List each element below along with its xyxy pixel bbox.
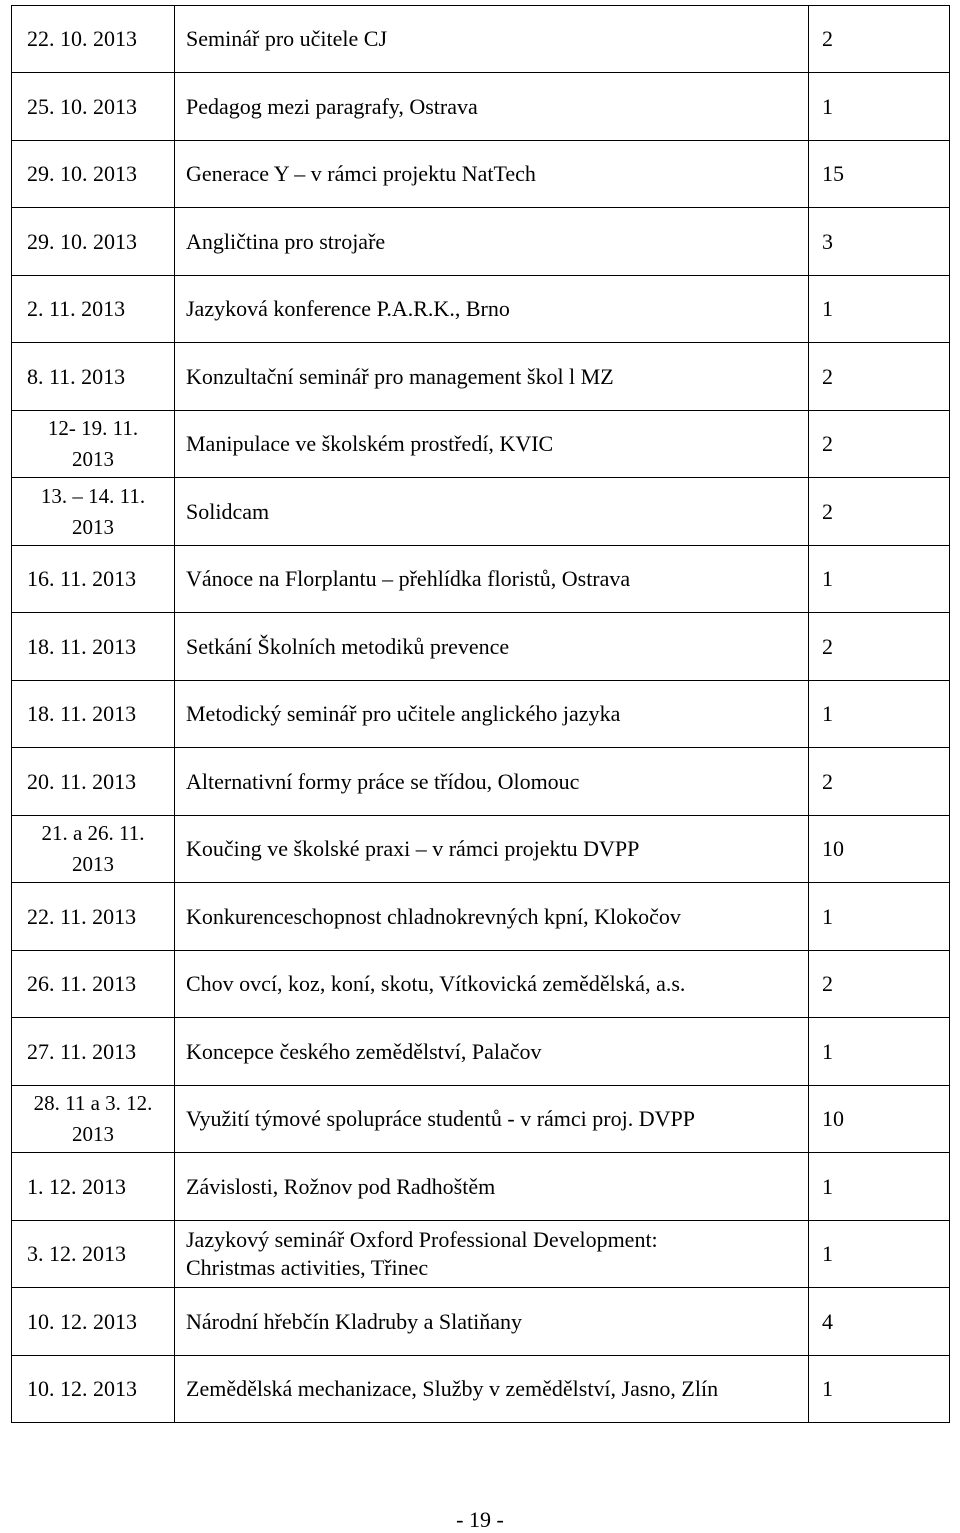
event-title-cell: Zemědělská mechanizace, Služby v zemědělství, Jasno, Zlín <box>175 1356 809 1423</box>
date-cell: 18. 11. 2013 <box>12 613 175 681</box>
event-title-line: Jazykový seminář Oxford Professional Development: <box>186 1227 658 1252</box>
date-range: 13. – 14. 11. <box>40 483 146 508</box>
table-row <box>12 411 950 478</box>
table-row <box>12 613 950 681</box>
date-cell: 22. 11. 2013 <box>12 883 175 951</box>
date-cell: 2. 11. 2013 <box>12 276 175 343</box>
table-row <box>12 816 950 883</box>
date-cell: 1. 12. 2013 <box>12 1153 175 1221</box>
date-cell: 8. 11. 2013 <box>12 343 175 411</box>
table-row <box>12 1018 950 1086</box>
participant-count-cell: 10 <box>809 816 950 883</box>
table-row <box>12 748 950 816</box>
date-range: 28. 11 a 3. 12. <box>33 1091 153 1115</box>
participant-count-cell: 1 <box>809 1018 950 1086</box>
event-title-cell: Solidcam <box>175 478 809 546</box>
date-year: 2013 <box>72 852 114 876</box>
participant-count-cell: 2 <box>809 613 950 681</box>
table-row <box>12 1153 950 1221</box>
date-range: 12- 19. 11. <box>47 416 139 440</box>
table-row <box>12 141 950 208</box>
table-row <box>12 883 950 951</box>
participant-count-cell: 1 <box>809 1153 950 1221</box>
table-row <box>12 73 950 141</box>
participant-count-cell: 1 <box>809 73 950 141</box>
event-title-cell: Jazyková konference P.A.R.K., Brno <box>175 276 809 343</box>
date-cell: 29. 10. 2013 <box>12 208 175 276</box>
table-row <box>12 208 950 276</box>
participant-count-cell: 10 <box>809 1086 950 1153</box>
table-row <box>12 1356 950 1423</box>
participant-count-cell: 1 <box>809 546 950 613</box>
date-cell: 26. 11. 2013 <box>12 951 175 1018</box>
date-cell <box>12 816 175 883</box>
event-title-cell: Angličtina pro strojaře <box>175 208 809 276</box>
table-row <box>12 343 950 411</box>
participant-count-cell: 15 <box>809 141 950 208</box>
event-title-cell: Národní hřebčín Kladruby a Slatiňany <box>175 1288 809 1356</box>
page-number: - 19 - <box>456 1507 504 1532</box>
event-title-line: Christmas activities, Třinec <box>186 1255 429 1280</box>
date-cell: 20. 11. 2013 <box>12 748 175 816</box>
event-title-cell: Vánoce na Florplantu – přehlídka floristů, Ostrava <box>175 546 809 613</box>
date-cell <box>12 478 175 546</box>
event-title-cell: Seminář pro učitele CJ <box>175 6 809 73</box>
event-title-cell: Chov ovcí, koz, koní, skotu, Vítkovická zemědělská, a.s. <box>175 951 809 1018</box>
event-title-cell: Pedagog mezi paragrafy, Ostrava <box>175 73 809 141</box>
date-cell: 27. 11. 2013 <box>12 1018 175 1086</box>
table-row <box>12 478 950 546</box>
date-year: 2013 <box>72 514 114 539</box>
date-year: 2013 <box>72 447 114 471</box>
event-title-cell: Koučing ve školské praxi – v rámci projektu DVPP <box>175 816 809 883</box>
table-row <box>12 681 950 748</box>
participant-count-cell: 2 <box>809 951 950 1018</box>
table-row <box>12 276 950 343</box>
date-cell: 18. 11. 2013 <box>12 681 175 748</box>
date-cell: 3. 12. 2013 <box>12 1221 175 1288</box>
event-title-cell: Využití týmové spolupráce studentů - v rámci proj. DVPP <box>175 1086 809 1153</box>
event-title-cell <box>175 1221 809 1288</box>
table-row <box>12 546 950 613</box>
event-title-cell: Manipulace ve školském prostředí, KVIC <box>175 411 809 478</box>
event-title-cell: Metodický seminář pro učitele anglického jazyka <box>175 681 809 748</box>
participant-count-cell: 1 <box>809 681 950 748</box>
date-cell: 29. 10. 2013 <box>12 141 175 208</box>
table-row <box>12 1288 950 1356</box>
event-title-cell: Konkurenceschopnost chladnokrevných kpní, Klokočov <box>175 883 809 951</box>
participant-count-cell: 1 <box>809 276 950 343</box>
table-row <box>12 951 950 1018</box>
participant-count-cell: 3 <box>809 208 950 276</box>
event-title-cell: Alternativní formy práce se třídou, Olomouc <box>175 748 809 816</box>
table-row <box>12 6 950 73</box>
event-title-cell: Konzultační seminář pro management škol l MZ <box>175 343 809 411</box>
date-cell: 25. 10. 2013 <box>12 73 175 141</box>
date-cell: 22. 10. 2013 <box>12 6 175 73</box>
date-year: 2013 <box>72 1122 114 1146</box>
event-title-cell: Setkání Školních metodiků prevence <box>175 613 809 681</box>
date-cell: 10. 12. 2013 <box>12 1288 175 1356</box>
date-range: 21. a 26. 11. <box>41 821 145 845</box>
participant-count-cell: 2 <box>809 6 950 73</box>
date-cell <box>12 1086 175 1153</box>
events-table-body <box>12 6 950 1423</box>
participant-count-cell: 2 <box>809 343 950 411</box>
table-row <box>12 1086 950 1153</box>
event-title-cell: Generace Y – v rámci projektu NatTech <box>175 141 809 208</box>
participant-count-cell: 2 <box>809 411 950 478</box>
date-cell <box>12 411 175 478</box>
events-table <box>11 5 950 1423</box>
participant-count-cell: 1 <box>809 883 950 951</box>
table-row <box>12 1221 950 1288</box>
participant-count-cell: 2 <box>809 748 950 816</box>
event-title-cell: Koncepce českého zemědělství, Palačov <box>175 1018 809 1086</box>
participant-count-cell: 2 <box>809 478 950 546</box>
participant-count-cell: 1 <box>809 1356 950 1423</box>
participant-count-cell: 1 <box>809 1221 950 1288</box>
date-cell: 10. 12. 2013 <box>12 1356 175 1423</box>
participant-count-cell: 4 <box>809 1288 950 1356</box>
event-title-cell: Závislosti, Rožnov pod Radhoštěm <box>175 1153 809 1221</box>
date-cell: 16. 11. 2013 <box>12 546 175 613</box>
